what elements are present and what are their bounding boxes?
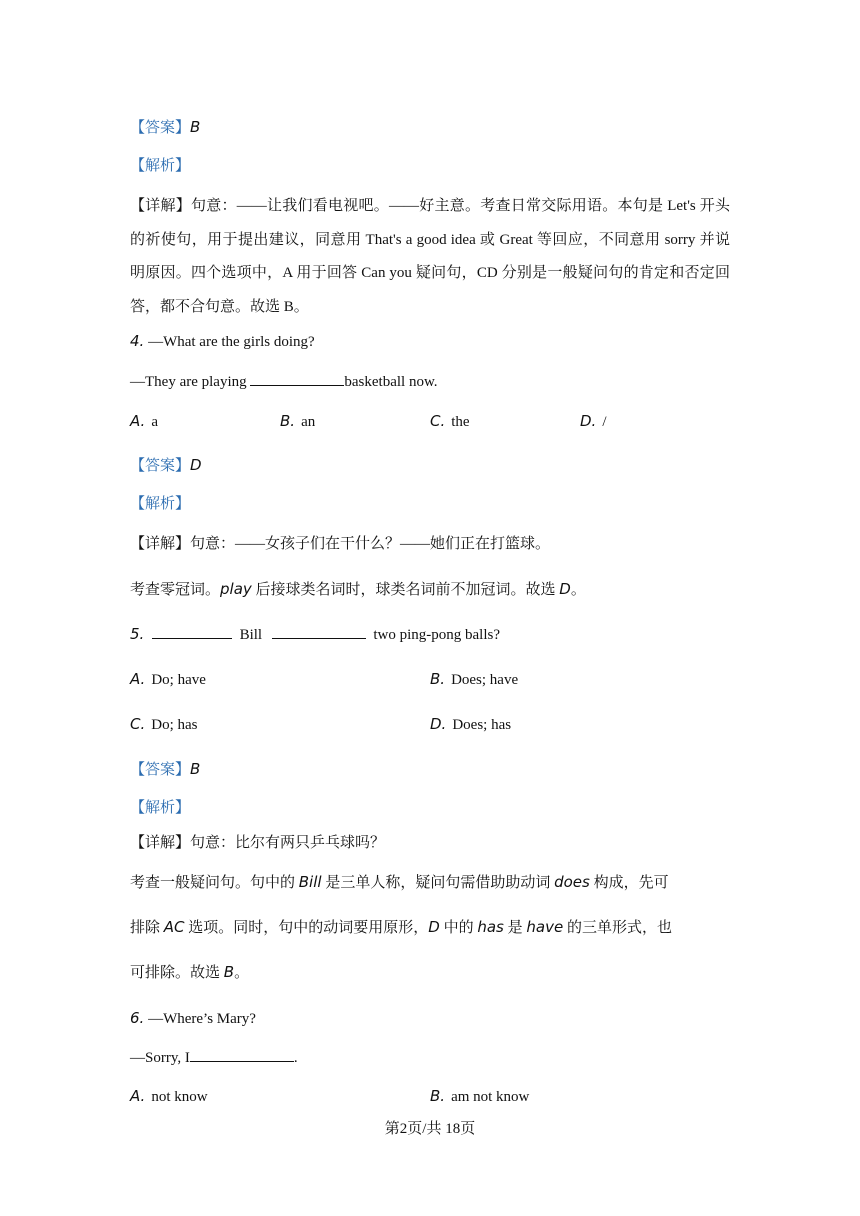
question-text: . bbox=[293, 1050, 298, 1066]
explanation-text: 考查零冠词。 bbox=[130, 582, 221, 598]
explanation-text: 是三单人称，疑问句需借助助动词 bbox=[321, 875, 555, 891]
option-text: a bbox=[151, 414, 158, 430]
option-letter: B. bbox=[430, 1087, 446, 1105]
option-text: am not know bbox=[451, 1089, 530, 1105]
answer-blank bbox=[272, 624, 366, 639]
explanation-text: 排除 bbox=[130, 920, 164, 936]
option-c bbox=[430, 411, 470, 432]
answer-tag: 【答案】 bbox=[130, 120, 191, 136]
option-text: the bbox=[451, 414, 470, 430]
answer-value: D bbox=[190, 456, 202, 474]
question-text: two ping-pong balls? bbox=[373, 627, 500, 643]
analysis-tag: 【解析】 bbox=[130, 800, 191, 816]
detail-paragraph: 【详解】句意：——让我们看电视吧。——好主意。考查日常交际用语。本句是 Let's 开头的祈使句，用于提出建议，同意用 That's a good idea 或 Great 等回应，不同意用 sorry 并说明原因。四个选项中，A 用于回答 Can you 疑问句，CD 分别是一般疑问句的肯定和否定回答，都不合句意。故选 B。 bbox=[130, 198, 730, 315]
answer-tag: 【答案】 bbox=[130, 762, 191, 778]
option-a bbox=[130, 411, 158, 432]
option-letter: A. bbox=[130, 412, 146, 430]
option-letter: A. bbox=[130, 670, 146, 688]
question-number: 5. bbox=[130, 625, 145, 643]
explanation-keyword: AC bbox=[163, 918, 185, 936]
option-text: not know bbox=[151, 1089, 208, 1105]
answer-line bbox=[130, 117, 200, 138]
answer-line bbox=[130, 759, 200, 780]
explanation-line bbox=[130, 872, 669, 893]
question-text: Bill bbox=[239, 627, 263, 643]
question-text: —Sorry, I bbox=[130, 1050, 190, 1066]
explanation-text: 的三单形式，也 bbox=[563, 920, 672, 936]
option-text: an bbox=[301, 414, 316, 430]
explanation-keyword: D bbox=[559, 580, 571, 598]
question-4 bbox=[130, 331, 315, 352]
explanation-line bbox=[130, 917, 672, 938]
explanation-text: 是 bbox=[503, 920, 527, 936]
answer-value: B bbox=[190, 118, 201, 136]
answer-blank bbox=[190, 1047, 294, 1062]
option-letter: D. bbox=[430, 715, 447, 733]
explanation-keyword: Bill bbox=[298, 873, 322, 891]
option-d bbox=[580, 411, 607, 432]
analysis-tag: 【解析】 bbox=[130, 496, 191, 512]
option-d bbox=[430, 714, 511, 735]
explanation-text: 选项。同时，句中的动词要用原形， bbox=[184, 920, 429, 936]
detail-line: 【详解】句意：比尔有两只乒乓球吗？ bbox=[130, 835, 386, 851]
option-letter: D. bbox=[580, 412, 597, 430]
page-footer: 第2页/共 18页 bbox=[384, 1121, 476, 1137]
explanation-keyword: B bbox=[223, 963, 235, 981]
option-text: Do; has bbox=[151, 717, 198, 733]
detail-line: 【详解】句意：——女孩子们在干什么？——她们正在打篮球。 bbox=[130, 536, 551, 552]
explanation-text: 后接球类名词时，球类名词前不加冠词。故选 bbox=[251, 582, 560, 598]
explanation-line bbox=[130, 962, 249, 983]
option-letter: C. bbox=[430, 412, 446, 430]
explanation-text: 中的 bbox=[439, 920, 478, 936]
option-text: Does; has bbox=[452, 717, 512, 733]
explanation-text: 构成，先可 bbox=[589, 875, 669, 891]
answer-tag: 【答案】 bbox=[130, 458, 191, 474]
question-6 bbox=[130, 1008, 256, 1029]
question-text: basketball now. bbox=[344, 374, 438, 390]
explanation-keyword: play bbox=[220, 580, 252, 598]
option-b bbox=[430, 1086, 529, 1107]
answer-line bbox=[130, 455, 202, 476]
answer-value: B bbox=[190, 760, 201, 778]
explanation-text: 。 bbox=[570, 582, 586, 598]
explanation-keyword: have bbox=[526, 918, 564, 936]
question-number: 4. bbox=[130, 332, 145, 350]
explanation-keyword: has bbox=[477, 918, 504, 936]
answer-blank bbox=[250, 371, 344, 386]
question-number: 6. bbox=[130, 1009, 145, 1027]
answer-blank bbox=[152, 624, 232, 639]
question-6-line2 bbox=[130, 1047, 298, 1068]
explanation-keyword: D bbox=[428, 918, 440, 936]
question-5 bbox=[130, 624, 500, 645]
analysis-tag: 【解析】 bbox=[130, 158, 191, 174]
question-4-line2 bbox=[130, 371, 438, 392]
option-text: / bbox=[602, 414, 607, 430]
explanation-text: 考查一般疑问句。句中的 bbox=[130, 875, 299, 891]
explanation-line bbox=[130, 579, 586, 600]
option-letter: A. bbox=[130, 1087, 146, 1105]
explanation-text: 可排除。故选 bbox=[130, 965, 224, 981]
option-text: Do; have bbox=[151, 672, 206, 688]
option-a bbox=[130, 1086, 208, 1107]
option-letter: C. bbox=[130, 715, 146, 733]
option-b bbox=[430, 669, 518, 690]
option-text: Does; have bbox=[451, 672, 519, 688]
explanation-keyword: does bbox=[554, 873, 590, 891]
question-text: —They are playing bbox=[130, 374, 247, 390]
question-text: —What are the girls doing? bbox=[148, 334, 315, 350]
option-letter: B. bbox=[430, 670, 446, 688]
option-letter: B. bbox=[280, 412, 296, 430]
option-b bbox=[280, 411, 315, 432]
explanation-text: 。 bbox=[234, 965, 250, 981]
question-text: —Where’s Mary? bbox=[148, 1011, 256, 1027]
option-c bbox=[130, 714, 198, 735]
option-a bbox=[130, 669, 206, 690]
